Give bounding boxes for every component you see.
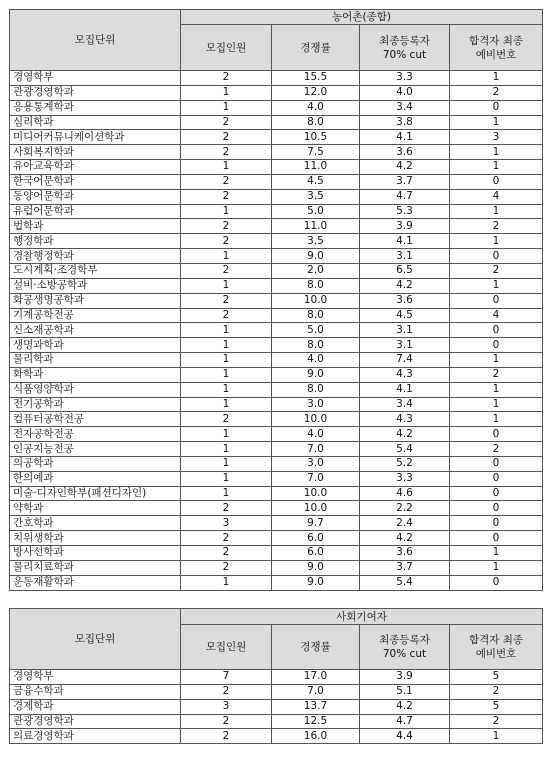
table-row: [10, 516, 543, 531]
cell-quota: 2: [181, 501, 272, 516]
table-row: [10, 684, 543, 699]
table-row: [10, 575, 543, 590]
cell-competition: 4.0: [272, 100, 360, 115]
cell-cut: 4.1: [360, 130, 450, 145]
table-row: [10, 145, 543, 160]
cell-waitlist: 2: [450, 219, 543, 234]
table-body: [10, 71, 543, 591]
cell-competition: 16.0: [272, 729, 360, 744]
cell-waitlist: 0: [450, 100, 543, 115]
cell-waitlist: 0: [450, 486, 543, 501]
cell-quota: 1: [181, 427, 272, 442]
table-row: [10, 204, 543, 219]
cell-waitlist: 0: [450, 249, 543, 264]
cell-competition: 9.0: [272, 249, 360, 264]
cell-unit: 화공생명공학과: [10, 293, 181, 308]
table-row: [10, 278, 543, 293]
cell-cut: 3.9: [360, 219, 450, 234]
cell-unit: 사회복지학과: [10, 145, 181, 160]
cell-cut: 4.6: [360, 486, 450, 501]
cell-waitlist: 0: [450, 531, 543, 546]
cell-unit: 생명과학과: [10, 338, 181, 353]
cell-unit: 운동재활학과: [10, 575, 181, 590]
table-row: [10, 367, 543, 382]
cell-quota: 2: [181, 71, 272, 86]
cell-competition: 8.0: [272, 278, 360, 293]
table-row: [10, 729, 543, 744]
cell-quota: 1: [181, 382, 272, 397]
cell-cut: 4.2: [360, 427, 450, 442]
cell-unit: 약학과: [10, 501, 181, 516]
cell-competition: 8.0: [272, 308, 360, 323]
cell-waitlist: 2: [450, 85, 543, 100]
cell-cut: 3.7: [360, 174, 450, 189]
cell-quota: 2: [181, 560, 272, 575]
cell-cut: 4.2: [360, 699, 450, 714]
cell-cut: 5.3: [360, 204, 450, 219]
cell-unit: 미디어커뮤니케이션학과: [10, 130, 181, 145]
cell-waitlist: 0: [450, 501, 543, 516]
cell-quota: 2: [181, 308, 272, 323]
cell-competition: 8.0: [272, 115, 360, 130]
cell-unit: 전기공학과: [10, 397, 181, 412]
cell-cut: 4.3: [360, 367, 450, 382]
table-row: [10, 699, 543, 714]
cell-cut: 2.2: [360, 501, 450, 516]
cell-waitlist: 1: [450, 729, 543, 744]
cell-unit: 물리학과: [10, 353, 181, 368]
table-row: [10, 382, 543, 397]
cell-cut: 4.5: [360, 308, 450, 323]
cell-quota: 1: [181, 397, 272, 412]
cell-quota: 2: [181, 130, 272, 145]
cell-quota: 2: [181, 729, 272, 744]
cell-competition: 9.0: [272, 575, 360, 590]
table-row: [10, 234, 543, 249]
cell-quota: 2: [181, 546, 272, 561]
cell-quota: 2: [181, 189, 272, 204]
cell-cut: 4.7: [360, 189, 450, 204]
cell-unit: 한의예과: [10, 471, 181, 486]
table-row: [10, 219, 543, 234]
cell-waitlist: 5: [450, 670, 543, 685]
cell-cut: 3.1: [360, 338, 450, 353]
cell-competition: 5.0: [272, 204, 360, 219]
cell-cut: 4.2: [360, 160, 450, 175]
cell-unit: 기계공학전공: [10, 308, 181, 323]
cell-cut: 4.4: [360, 729, 450, 744]
col-header-quota: 모집인원: [181, 25, 272, 71]
cell-competition: 11.0: [272, 160, 360, 175]
cell-cut: 2.4: [360, 516, 450, 531]
table-row: [10, 71, 543, 86]
cell-unit: 관광경영학과: [10, 714, 181, 729]
col-header-cut: 최종등록자 70% cut: [360, 25, 450, 71]
cell-competition: 3.0: [272, 397, 360, 412]
cell-cut: 3.8: [360, 115, 450, 130]
cell-competition: 17.0: [272, 670, 360, 685]
cell-unit: 간호학과: [10, 516, 181, 531]
cell-cut: 3.3: [360, 471, 450, 486]
table-body: [10, 670, 543, 744]
cell-quota: 3: [181, 699, 272, 714]
cell-quota: 1: [181, 367, 272, 382]
cell-competition: 12.5: [272, 714, 360, 729]
cell-waitlist: 1: [450, 560, 543, 575]
cell-unit: 인공지능전공: [10, 442, 181, 457]
cell-waitlist: 1: [450, 115, 543, 130]
cell-waitlist: 2: [450, 263, 543, 278]
group-header: 농어촌(종합): [181, 10, 543, 25]
table-row: [10, 323, 543, 338]
cell-cut: 3.6: [360, 546, 450, 561]
cell-waitlist: 0: [450, 471, 543, 486]
cell-quota: 1: [181, 575, 272, 590]
col-header-waitlist: 합격자 최종 예비번호: [450, 25, 543, 71]
cell-unit: 한국어문학과: [10, 174, 181, 189]
table-row: [10, 249, 543, 264]
cell-quota: 1: [181, 323, 272, 338]
cell-quota: 2: [181, 115, 272, 130]
cell-competition: 12.0: [272, 85, 360, 100]
cell-waitlist: 5: [450, 699, 543, 714]
admission-table-rural: [9, 9, 543, 591]
cell-unit: 식품영양학과: [10, 382, 181, 397]
cell-unit: 미술·디자인학부(패션디자인): [10, 486, 181, 501]
table-row: [10, 427, 543, 442]
cell-quota: 1: [181, 456, 272, 471]
cell-unit: 화학과: [10, 367, 181, 382]
cell-quota: 2: [181, 219, 272, 234]
cell-cut: 4.7: [360, 714, 450, 729]
table-row: [10, 471, 543, 486]
cell-cut: 3.1: [360, 323, 450, 338]
cell-competition: 10.5: [272, 130, 360, 145]
cell-waitlist: 1: [450, 204, 543, 219]
cell-waitlist: 0: [450, 575, 543, 590]
cell-waitlist: 2: [450, 684, 543, 699]
cell-cut: 3.1: [360, 249, 450, 264]
cell-competition: 7.5: [272, 145, 360, 160]
cell-waitlist: 0: [450, 293, 543, 308]
cell-quota: 7: [181, 670, 272, 685]
cell-quota: 2: [181, 174, 272, 189]
cell-competition: 9.7: [272, 516, 360, 531]
cell-quota: 1: [181, 249, 272, 264]
cell-unit: 법학과: [10, 219, 181, 234]
cell-unit: 유럽어문학과: [10, 204, 181, 219]
cell-waitlist: 2: [450, 367, 543, 382]
cell-waitlist: 1: [450, 71, 543, 86]
cell-quota: 1: [181, 85, 272, 100]
cell-competition: 9.0: [272, 560, 360, 575]
cell-competition: 7.0: [272, 442, 360, 457]
table-row: [10, 442, 543, 457]
cell-unit: 방사선학과: [10, 546, 181, 561]
cell-competition: 4.0: [272, 427, 360, 442]
cell-waitlist: 2: [450, 714, 543, 729]
cell-unit: 경영학부: [10, 670, 181, 685]
cell-quota: 2: [181, 293, 272, 308]
cell-waitlist: 1: [450, 412, 543, 427]
col-header-competition: 경쟁률: [272, 625, 360, 670]
cell-cut: 3.4: [360, 100, 450, 115]
cell-quota: 1: [181, 353, 272, 368]
cell-unit: 전자공학전공: [10, 427, 181, 442]
cell-unit: 치위생학과: [10, 531, 181, 546]
cell-competition: 7.0: [272, 471, 360, 486]
cell-competition: 15.5: [272, 71, 360, 86]
admission-table-social-contributor: [9, 608, 543, 744]
cell-competition: 3.5: [272, 189, 360, 204]
unit-header: 모집단위: [10, 609, 181, 670]
table-row: [10, 670, 543, 685]
cell-waitlist: 0: [450, 427, 543, 442]
cell-waitlist: 0: [450, 323, 543, 338]
cell-unit: 금융수학과: [10, 684, 181, 699]
table-row: [10, 486, 543, 501]
cell-waitlist: 1: [450, 160, 543, 175]
cell-quota: 2: [181, 684, 272, 699]
table-row: [10, 546, 543, 561]
cell-quota: 1: [181, 160, 272, 175]
cell-competition: 11.0: [272, 219, 360, 234]
cell-competition: 13.7: [272, 699, 360, 714]
cell-unit: 설비·소방공학과: [10, 278, 181, 293]
cell-unit: 의료경영학과: [10, 729, 181, 744]
cell-quota: 2: [181, 531, 272, 546]
cell-waitlist: 1: [450, 546, 543, 561]
cell-competition: 7.0: [272, 684, 360, 699]
table-row: [10, 353, 543, 368]
cell-unit: 동양어문학과: [10, 189, 181, 204]
table-row: [10, 531, 543, 546]
cell-cut: 4.3: [360, 412, 450, 427]
cell-waitlist: 1: [450, 353, 543, 368]
cell-waitlist: 0: [450, 338, 543, 353]
cell-competition: 5.0: [272, 323, 360, 338]
table-row: [10, 412, 543, 427]
cell-quota: 1: [181, 486, 272, 501]
cell-cut: 4.1: [360, 234, 450, 249]
cell-cut: 5.4: [360, 442, 450, 457]
cell-unit: 심리학과: [10, 115, 181, 130]
cell-cut: 4.0: [360, 85, 450, 100]
cell-waitlist: 0: [450, 516, 543, 531]
cell-cut: 3.6: [360, 293, 450, 308]
table-row: [10, 263, 543, 278]
table-row: [10, 560, 543, 575]
table-row: [10, 501, 543, 516]
cell-unit: 응용통계학과: [10, 100, 181, 115]
cell-competition: 8.0: [272, 338, 360, 353]
cell-unit: 경제학과: [10, 699, 181, 714]
table-row: [10, 293, 543, 308]
cell-quota: 1: [181, 442, 272, 457]
cell-quota: 1: [181, 338, 272, 353]
unit-header: 모집단위: [10, 10, 181, 71]
cell-waitlist: 0: [450, 174, 543, 189]
cell-cut: 6.5: [360, 263, 450, 278]
cell-competition: 10.0: [272, 293, 360, 308]
cell-quota: 2: [181, 412, 272, 427]
cell-unit: 컴퓨터공학전공: [10, 412, 181, 427]
cell-competition: 3.0: [272, 456, 360, 471]
table-row: [10, 714, 543, 729]
table-row: [10, 85, 543, 100]
cell-unit: 물리치료학과: [10, 560, 181, 575]
cell-cut: 3.3: [360, 71, 450, 86]
table-row: [10, 308, 543, 323]
table-row: [10, 100, 543, 115]
cell-unit: 유아교육학과: [10, 160, 181, 175]
table-row: [10, 174, 543, 189]
table-row: [10, 397, 543, 412]
cell-competition: 8.0: [272, 382, 360, 397]
cell-competition: 10.0: [272, 412, 360, 427]
cell-cut: 3.4: [360, 397, 450, 412]
cell-cut: 5.1: [360, 684, 450, 699]
cell-competition: 10.0: [272, 486, 360, 501]
table-row: [10, 160, 543, 175]
cell-unit: 신소재공학과: [10, 323, 181, 338]
cell-competition: 10.0: [272, 501, 360, 516]
cell-waitlist: 1: [450, 382, 543, 397]
cell-quota: 3: [181, 516, 272, 531]
cell-competition: 6.0: [272, 546, 360, 561]
cell-unit: 경찰행정학과: [10, 249, 181, 264]
cell-waitlist: 0: [450, 456, 543, 471]
cell-unit: 도시계획·조경학부: [10, 263, 181, 278]
cell-quota: 2: [181, 145, 272, 160]
cell-waitlist: 1: [450, 145, 543, 160]
cell-waitlist: 4: [450, 308, 543, 323]
cell-cut: 4.1: [360, 382, 450, 397]
cell-competition: 2.0: [272, 263, 360, 278]
cell-unit: 관광경영학과: [10, 85, 181, 100]
cell-quota: 1: [181, 278, 272, 293]
cell-cut: 5.4: [360, 575, 450, 590]
cell-quota: 1: [181, 471, 272, 486]
cell-quota: 1: [181, 204, 272, 219]
cell-cut: 4.2: [360, 278, 450, 293]
cell-waitlist: 3: [450, 130, 543, 145]
cell-waitlist: 2: [450, 442, 543, 457]
cell-cut: 4.2: [360, 531, 450, 546]
cell-cut: 7.4: [360, 353, 450, 368]
col-header-competition: 경쟁률: [272, 25, 360, 71]
col-header-waitlist: 합격자 최종 예비번호: [450, 625, 543, 670]
cell-waitlist: 1: [450, 397, 543, 412]
table-row: [10, 189, 543, 204]
cell-quota: 2: [181, 234, 272, 249]
col-header-quota: 모집인원: [181, 625, 272, 670]
cell-quota: 2: [181, 263, 272, 278]
cell-waitlist: 1: [450, 278, 543, 293]
table-row: [10, 130, 543, 145]
cell-waitlist: 4: [450, 189, 543, 204]
table-row: [10, 338, 543, 353]
cell-competition: 6.0: [272, 531, 360, 546]
cell-unit: 경영학부: [10, 71, 181, 86]
cell-competition: 3.5: [272, 234, 360, 249]
cell-competition: 4.5: [272, 174, 360, 189]
table-row: [10, 456, 543, 471]
cell-cut: 3.6: [360, 145, 450, 160]
cell-quota: 2: [181, 714, 272, 729]
cell-unit: 의공학과: [10, 456, 181, 471]
cell-competition: 4.0: [272, 353, 360, 368]
group-header: 사회기여자: [181, 609, 543, 625]
cell-quota: 1: [181, 100, 272, 115]
table-row: [10, 115, 543, 130]
cell-cut: 3.7: [360, 560, 450, 575]
cell-cut: 3.9: [360, 670, 450, 685]
cell-unit: 행정학과: [10, 234, 181, 249]
cell-waitlist: 1: [450, 234, 543, 249]
cell-cut: 5.2: [360, 456, 450, 471]
col-header-cut: 최종등록자 70% cut: [360, 625, 450, 670]
cell-competition: 9.0: [272, 367, 360, 382]
